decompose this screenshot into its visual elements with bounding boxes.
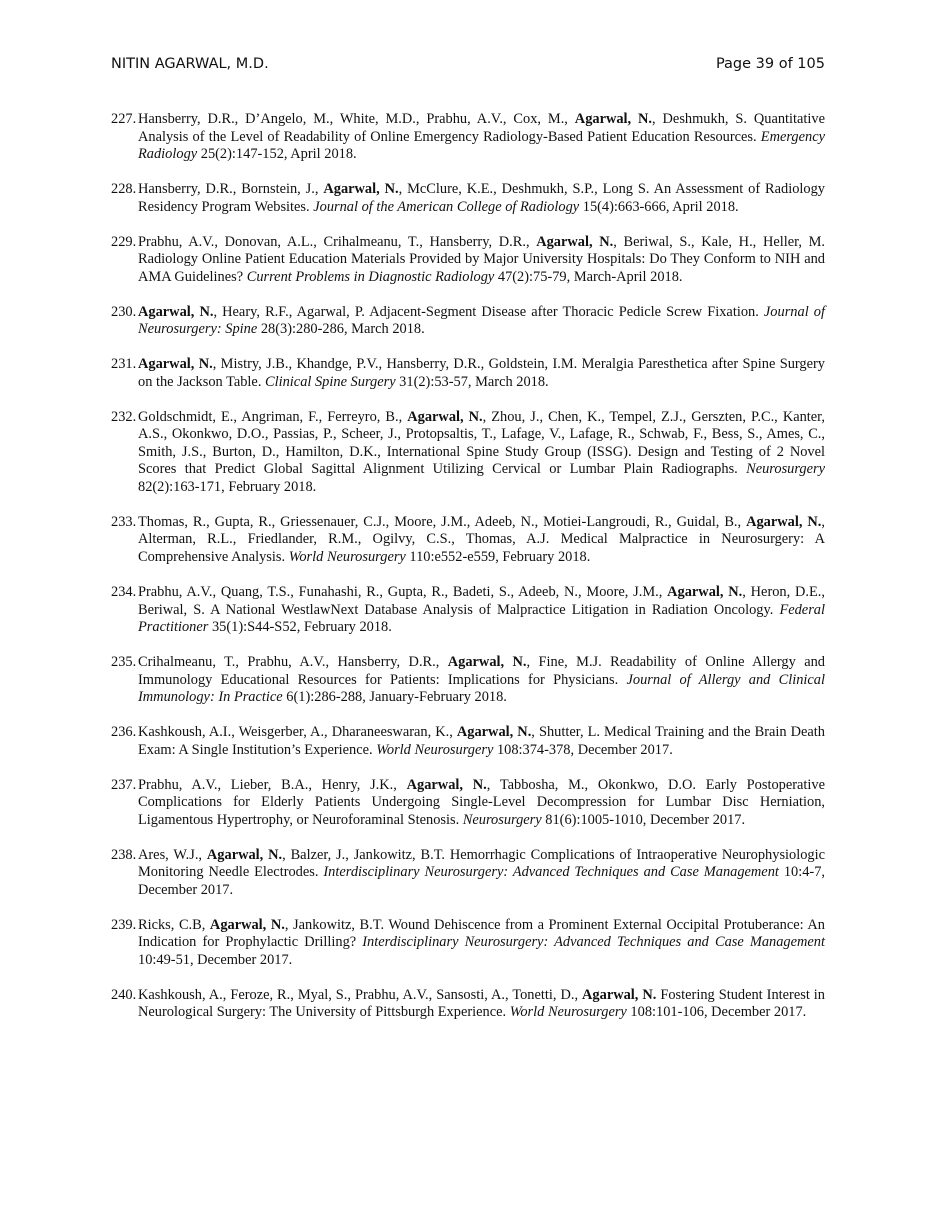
reference-item [111, 654, 825, 707]
reference-segment: 10:4-7, December 2017. [138, 864, 825, 898]
reference-segment: , Balzer, J., Jankowitz, B.T. Hemorrhagic Complications of Intraoperative Neurophysiologic Monitoring Needle Electrodes. [138, 846, 826, 881]
reference-segment: Thomas, R., Gupta, R., Griessenauer, C.J., Moore, J.M., Adeeb, N., Motiei-Langroudi, R., Guidal, B., [138, 513, 747, 530]
reference-number: 238. [111, 846, 137, 863]
reference-number: 228. [111, 181, 137, 198]
reference-segment: 31(2):53-57, March 2018. [395, 373, 549, 390]
author-highlight: Agarwal, N. [138, 356, 213, 373]
reference-text [138, 724, 825, 759]
reference-item [111, 724, 825, 759]
reference-item [111, 356, 825, 391]
reference-segment: Kashkoush, A.I., Weisgerber, A., Dharaneeswaran, K., [138, 724, 457, 741]
reference-item [111, 111, 825, 164]
reference-number: 235. [111, 654, 137, 671]
reference-segment: , Zhou, J., Chen, K., Tempel, Z.J., Gerszten, P.C., Kanter, A.S., Okonkwo, D.O., Passias, P., Scheer, J., Protopsaltis, T., Lafage, V., Lafage, R., Schwab, F., Bess, S., Ames, C., Smith, J.S., Burton, D., Hamilton, D.K., International Spine Study Group (ISSG). Design and Testing of 2 Novel Scores that Predict Global Sagittal Alignment Utilizing Cervical or Lumbar Plain Radiographs. [138, 408, 825, 478]
journal-title: Clinical Spine Surgery [265, 373, 396, 390]
reference-item [111, 777, 825, 830]
reference-text [138, 777, 825, 830]
reference-segment: , Mistry, J.B., Khandge, P.V., Hansberry, D.R., Goldstein, I.M. Meralgia Paresthetica after Spine Surgery on the Jackson Table. [138, 356, 825, 390]
reference-segment: , Heron, D.E., Beriwal, S. A National WestlawNext Database Analysis of Malpractice Litigation in Radiation Oncology. [138, 583, 825, 618]
author-highlight: Agarwal, N. [406, 776, 487, 793]
reference-item [111, 304, 825, 339]
reference-segment: Hansberry, D.R., D’Angelo, M., White, M.D., Prabhu, A.V., Cox, M., [138, 111, 575, 127]
reference-segment: 81(6):1005-1010, December 2017. [541, 811, 746, 828]
author-highlight: Agarwal, N. [138, 303, 214, 320]
reference-segment: 108:374-378, December 2017. [493, 741, 673, 758]
reference-segment: , Jankowitz, B.T. Wound Dehiscence from a Prominent External Occipital Protuberance: An Indication for Prophylactic Drilling? [138, 916, 825, 951]
reference-segment: , Beriwal, S., Kale, H., Heller, M. Radiology Online Patient Education Materials Provided by Major University Hospitals: Do They Conform to NIH and AMA Guidelines? [138, 233, 825, 285]
reference-segment: 10:49-51, December 2017. [138, 951, 293, 968]
journal-title: Interdisciplinary Neurosurgery: Advanced Techniques and Case Management [323, 864, 779, 881]
reference-item [111, 181, 825, 216]
journal-title: Neurosurgery [746, 461, 825, 478]
reference-segment: Prabhu, A.V., Lieber, B.A., Henry, J.K., [138, 776, 407, 793]
reference-segment: , Tabbosha, M., Okonkwo, D.O. Early Postoperative Complications for Elderly Patients Undergoing Single-Level Decompression for Lumbar Disc Herniation, Ligamentous Hypertrophy, or Neuroforaminal Stenosis. [138, 776, 825, 828]
reference-item [111, 234, 825, 287]
reference-segment: Fostering Student Interest in Neurological Surgery: The University of Pittsburgh Experience. [138, 986, 825, 1021]
reference-segment: , Heary, R.F., Agarwal, P. Adjacent-Segment Disease after Thoracic Pedicle Screw Fixation. [213, 303, 764, 320]
reference-item [111, 584, 825, 637]
reference-text [138, 356, 825, 391]
reference-segment: 47(2):75-79, March-April 2018. [494, 268, 683, 285]
reference-segment: Crihalmeanu, T., Prabhu, A.V., Hansberry, D.R., [138, 654, 448, 671]
reference-number: 231. [111, 356, 137, 373]
author-highlight: Agarwal, N. [582, 986, 657, 1003]
author-highlight: Agarwal, N. [323, 181, 399, 198]
reference-item [111, 987, 825, 1022]
reference-segment: Ricks, C.B, [138, 916, 210, 933]
reference-list [111, 111, 825, 1039]
reference-segment: , Alterman, R.L., Friedlander, R.M., Ogilvy, C.S., Thomas, A.J. Medical Malpractice in Neurosurgery: A Comprehensive Analysis. [138, 513, 825, 566]
journal-title: Journal of the American College of Radiology [313, 198, 580, 215]
reference-segment: 82(2):163-171, February 2018. [138, 478, 317, 495]
journal-title: Federal Practitioner [138, 601, 825, 636]
reference-number: 232. [111, 408, 137, 425]
reference-item [111, 409, 825, 497]
reference-number: 233. [111, 513, 137, 530]
reference-text [138, 304, 825, 339]
reference-segment: , McClure, K.E., Deshmukh, S.P., Long S. An Assessment of Radiology Residency Program Websites. [138, 181, 825, 215]
journal-title: Current Problems in Diagnostic Radiology [246, 268, 495, 285]
journal-title: World Neurosurgery [509, 1004, 627, 1021]
reference-number: 227. [111, 111, 137, 127]
journal-title: Interdisciplinary Neurosurgery: Advanced Techniques and Case Management [362, 934, 825, 951]
reference-text [138, 987, 825, 1022]
reference-number: 236. [111, 724, 137, 741]
journal-title: Journal of Neurosurgery: Spine [138, 303, 825, 338]
reference-segment: 35(1):S44-S52, February 2018. [208, 619, 392, 636]
reference-segment: Prabhu, A.V., Donovan, A.L., Crihalmeanu, T., Hansberry, D.R., [138, 233, 537, 250]
author-highlight: Agarwal, N. [667, 583, 743, 600]
reference-number: 234. [111, 583, 137, 600]
author-highlight: Agarwal, N. [746, 513, 822, 530]
author-highlight: Agarwal, N. [574, 111, 653, 127]
author-name: NITIN AGARWAL, M.D. [111, 56, 269, 72]
journal-title: Neurosurgery [462, 811, 542, 828]
reference-number: 229. [111, 233, 137, 250]
journal-title: World Neurosurgery [376, 741, 494, 758]
reference-text [138, 654, 825, 707]
journal-title: Emergency Radiology [138, 128, 825, 163]
reference-text [138, 917, 825, 970]
journal-title: World Neurosurgery [288, 549, 406, 566]
reference-segment: 6(1):286-288, January-February 2018. [282, 689, 507, 706]
reference-segment: Kashkoush, A., Feroze, R., Myal, S., Prabhu, A.V., Sansosti, A., Tonetti, D., [138, 986, 583, 1003]
reference-text [138, 584, 825, 637]
author-highlight: Agarwal, N. [407, 408, 483, 425]
reference-segment: Goldschmidt, E., Angriman, F., Ferreyro, B., [138, 408, 408, 425]
reference-number: 239. [111, 916, 137, 933]
page-number: Page 39 of 105 [715, 56, 825, 72]
reference-item [111, 514, 825, 567]
reference-segment: 110:e552-e559, February 2018. [405, 549, 591, 566]
reference-segment: , Fine, M.J. Readability of Online Allergy and Immunology Educational Resources for Patients: Implications for Physicians. [138, 654, 825, 688]
reference-text [138, 181, 825, 216]
journal-title: Journal of Allergy and Clinical Immunology: In Practice [138, 671, 825, 706]
reference-text [138, 514, 825, 567]
reference-segment: 25(2):147-152, April 2018. [197, 146, 357, 163]
reference-segment: , Deshmukh, S. Quantitative Analysis of the Level of Readability of Online Emergency Radiology-Based Patient Education Resources. [138, 111, 826, 145]
reference-item [111, 847, 825, 900]
reference-segment: Hansberry, D.R., Bornstein, J., [138, 181, 324, 198]
reference-text [138, 234, 825, 287]
reference-text [138, 409, 825, 497]
author-highlight: Agarwal, N. [209, 916, 285, 933]
reference-segment: Ares, W.J., [138, 846, 207, 863]
author-highlight: Agarwal, N. [536, 233, 614, 250]
page-header [111, 56, 825, 72]
reference-number: 230. [111, 303, 137, 320]
reference-text [138, 847, 825, 900]
reference-number: 237. [111, 776, 137, 793]
reference-segment: 108:101-106, December 2017. [626, 1004, 807, 1021]
reference-segment: 28(3):280-286, March 2018. [257, 321, 425, 338]
reference-segment: Prabhu, A.V., Quang, T.S., Funahashi, R., Gupta, R., Badeti, S., Adeeb, N., Moore, J.M., [138, 583, 668, 600]
reference-segment: , Shutter, L. Medical Training and the Brain Death Exam: A Single Institution’s Experience. [138, 724, 825, 758]
reference-segment: 15(4):663-666, April 2018. [579, 198, 739, 215]
author-highlight: Agarwal, N. [447, 654, 527, 671]
reference-text [138, 111, 825, 164]
author-highlight: Agarwal, N. [206, 846, 283, 863]
author-highlight: Agarwal, N. [456, 724, 532, 741]
reference-number: 240. [111, 986, 137, 1003]
reference-item [111, 917, 825, 970]
